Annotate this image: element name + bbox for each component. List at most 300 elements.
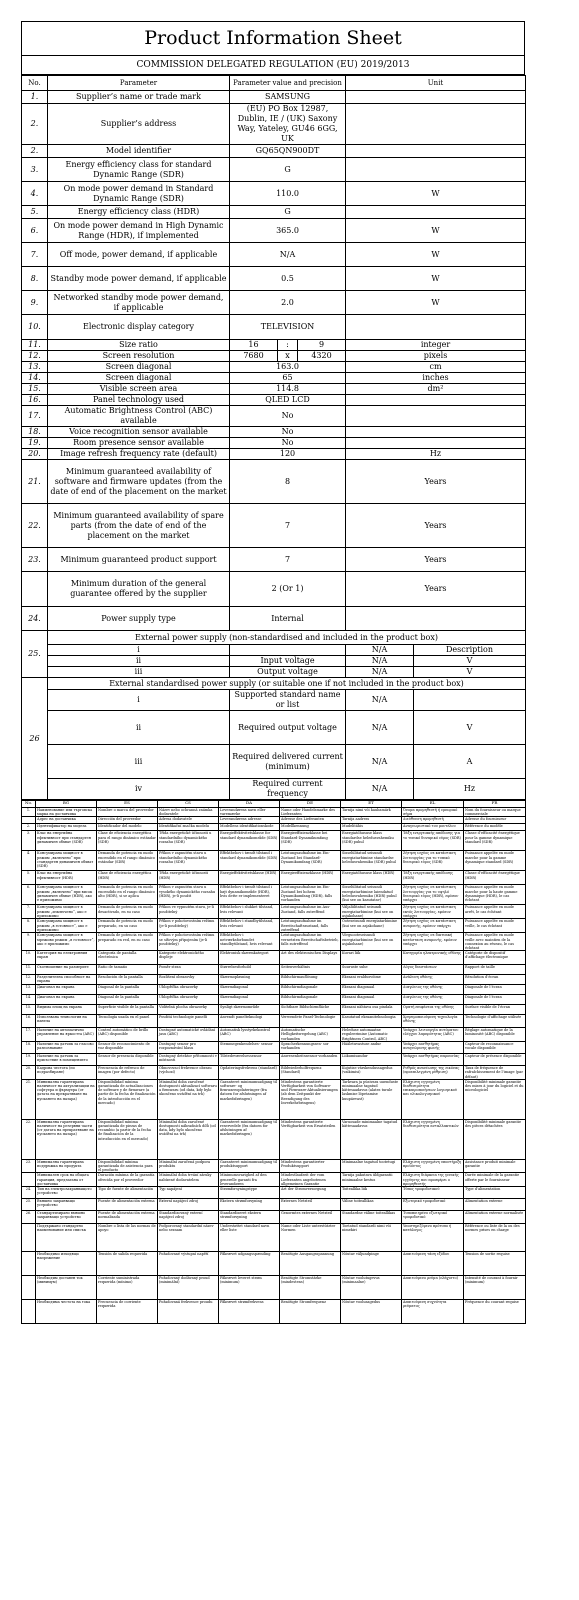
translation-cell: Obnovovací frekvence obrazu (výchozí) <box>158 1066 219 1080</box>
translation-cell: Třída energetické účinnosti (HDR) <box>158 871 219 885</box>
parameter-label: Voice recognition sensor available <box>48 427 230 438</box>
translation-cell: Genormtes externes Netzteil <box>280 1211 341 1224</box>
translation-cell: Минимален срок на общата гаранция, предлагана от доставчика <box>36 1173 97 1187</box>
value-part-a: 7680 <box>230 351 278 362</box>
sub-unit: V <box>414 667 526 678</box>
translation-cell: Påkrævet udgangsspænding <box>219 1252 280 1276</box>
translation-cell: Alimentation externe normalisée <box>464 1211 526 1224</box>
parameter-row <box>22 362 526 373</box>
translation-cell: Elektronisk skærmkategori <box>219 951 280 965</box>
row-number: 24. <box>22 607 48 631</box>
translation-cell: Външно захранващо устройство <box>36 1199 97 1211</box>
translation-cell: Puissance appelée en mode veille, le cas échéant <box>464 919 526 933</box>
translation-cell: Diagonale de l’écran <box>464 995 526 1005</box>
parameter-value: N/A <box>230 243 346 267</box>
parameter-value: 0.5 <box>230 267 346 291</box>
translation-cell: Необходима честота на тока <box>36 1300 97 1324</box>
translation-cell: Modellens identifikationskode <box>219 824 280 831</box>
translation-cell: Bildschirmauflösung <box>280 975 341 985</box>
translation-row <box>22 1054 526 1066</box>
translation-row <box>22 1276 526 1300</box>
translation-cell: Διαγώνιος της οθόνης <box>402 985 464 995</box>
language-header: DA <box>219 801 280 808</box>
sub-label: Input voltage <box>230 656 346 667</box>
translation-cell: Minimální doba trvání záruky nabízené dodavatelem <box>158 1173 219 1187</box>
row-number <box>22 817 36 824</box>
translation-cell: Energiatõhususe klass (HDR) <box>341 871 402 885</box>
language-header: FR <box>464 801 526 808</box>
sub-unit: Description <box>414 645 526 656</box>
translation-cell: Demanda de potencia en modo encendido en el rango dinámico estándar (SDR) <box>97 851 158 871</box>
translation-cell: Tipo de fuente de alimentación <box>97 1187 158 1199</box>
size-ratio-row <box>22 340 526 351</box>
translation-cell: Skærmdiagonal <box>219 995 280 1005</box>
translation-cell: Поддържано стандартно наименование или списък <box>36 1224 97 1252</box>
sub-value: N/A <box>346 711 414 745</box>
parameter-row <box>22 438 526 449</box>
translation-cell: Консумирана мощност в режим „в готовност“, ако е приложимо <box>36 919 97 933</box>
row-number: 22. <box>22 504 48 548</box>
header-no: No. <box>22 76 48 91</box>
translation-cell: Leistungsaufnahme im Ein-Zustand bei Standard-Dynamikumfang (SDR) <box>280 851 341 871</box>
row-number: 6. <box>22 885 36 905</box>
translation-cell: Clase de eficiencia energética (HDR) <box>97 871 158 885</box>
parameter-value: 7 <box>230 548 346 572</box>
translation-cell: Benötigte Stromstärke (mindestens) <box>280 1276 341 1300</box>
translation-cell: Adresse du fournisseur <box>464 817 526 824</box>
parameter-label: Visible screen area <box>48 384 230 395</box>
translation-cell: Verwendete Panel-Technologie <box>280 1015 341 1028</box>
translation-cell: Tarnija aadress <box>341 817 402 824</box>
translation-cell: Skærmdiagonal <box>219 985 280 995</box>
translation-cell: Υποστηριζόμενο πρότυπο ή κατάλογος <box>402 1224 464 1252</box>
translation-cell: Poměr stran <box>158 965 219 975</box>
translation-cell: Frecuencia de refresco de imagen (por defecto) <box>97 1066 158 1080</box>
parameter-row <box>22 548 526 572</box>
parameter-unit: W <box>346 182 526 206</box>
row-number: 8. <box>22 919 36 933</box>
translation-cell: Sichtbare Bildschirmfläche <box>280 1005 341 1015</box>
translation-cell: Úhlopříčka obrazovky <box>158 995 219 1005</box>
translation-cell: Diagonal de la pantalla <box>97 985 158 995</box>
parameter-row <box>22 243 526 267</box>
parameter-unit <box>346 158 526 182</box>
translation-row <box>22 951 526 965</box>
translation-cell: Ζήτηση ισχύος σε κατάσταση λειτουργίας για το υψηλό δυναμικό εύρος (HDR), εφόσον υπάρχει <box>402 885 464 905</box>
parameter-label: Screen diagonal <box>48 373 230 384</box>
translation-cell: Effektbehov i standbytilstand, hvis relevant <box>219 919 280 933</box>
main-parameter-table <box>21 75 526 800</box>
row-number: 5. <box>22 206 48 219</box>
translation-cell: Ekraani diagonaal <box>341 985 402 995</box>
translation-cell: Απαιτούμενη τάση εξόδου <box>402 1252 464 1276</box>
translation-cell: Référence du modèle <box>464 824 526 831</box>
translation-cell: Tension de sortie requise <box>464 1252 526 1276</box>
translation-cell: Durée minimale de la garantie offerte par le fournisseur <box>464 1173 526 1187</box>
translation-cell: Väline toiteallikas <box>341 1199 402 1211</box>
sub-value: N/A <box>346 745 414 779</box>
parameter-label: Screen resolution <box>48 351 230 362</box>
external-psu-title: External power supply (non-standardised and included in the product box) <box>48 631 526 645</box>
row-number: 2. <box>22 824 36 831</box>
parameter-value: SAMSUNG <box>230 91 346 104</box>
translation-row <box>22 985 526 995</box>
external-psu-row <box>22 656 526 667</box>
translation-cell: Opdateringsfrekvens (standard) <box>219 1066 280 1080</box>
translation-cell: Ελάχιστη εγγυημένη υποστήριξη προϊόντος <box>402 1159 464 1173</box>
row-number: 6. <box>22 219 48 243</box>
parameter-value: 365.0 <box>230 219 346 243</box>
parameter-row <box>22 384 526 395</box>
parameter-label: On mode power demand in High Dynamic Range (HDR), if implemented <box>48 219 230 243</box>
row-number: 9. <box>22 291 48 315</box>
value-separator: : <box>278 340 298 351</box>
value-part-b: 4320 <box>298 351 346 362</box>
translation-cell: Art der Stromversorgung <box>280 1187 341 1199</box>
parameter-row <box>22 373 526 384</box>
translation-cell: Alimentation externe <box>464 1199 526 1211</box>
translation-cell: Strømforsyningstype <box>219 1187 280 1199</box>
translation-cell: Τυποποιημένο εξωτερικό τροφοδοτικό <box>402 1211 464 1224</box>
translation-cell: Suuruste suhe <box>341 965 402 975</box>
translation-cell: Необходим доставен ток (минимум) <box>36 1276 97 1300</box>
translation-cell: Duración mínima de la garantía ofrecida por el proveedor <box>97 1173 158 1187</box>
translation-row <box>22 965 526 975</box>
translation-cell: Ooteseisundi energiatarbimine (kui see on asjakohane) <box>341 919 402 933</box>
translation-cell: Fréquence du courant requise <box>464 1300 526 1324</box>
sub-index: iii <box>48 745 230 779</box>
parameter-value: No <box>230 427 346 438</box>
translation-row <box>22 1211 526 1224</box>
row-number: 15. <box>22 1005 36 1015</box>
translation-cell: Τάξη ενεργειακής απόδοσης για το τυπικό δυναμικό εύρος (SDR) <box>402 831 464 851</box>
translation-cell: Disponibilidad mínima garantizada de asistencia para el producto <box>97 1159 158 1173</box>
translation-cell: Stemmegenkendelses- sensor <box>219 1042 280 1054</box>
translation-cell: Bildwiederholfrequenz (Standard) <box>280 1066 341 1080</box>
translation-cell: Réglage automatique de la luminosité (ABC) disponible <box>464 1028 526 1042</box>
translation-cell: Τύπος τροφοδοτικού <box>402 1187 464 1199</box>
translation-row <box>22 1252 526 1276</box>
row-number: 1. <box>22 91 48 104</box>
translation-row <box>22 1300 526 1324</box>
row-number: 18. <box>22 427 48 438</box>
parameter-unit <box>346 607 526 631</box>
translation-cell: Απαιτούμενη συχνότητα ρεύματος <box>402 1300 464 1324</box>
translation-cell: Минимална гарантирана наличност на резервни части (от датата на прекратяване на пускането на пазара) <box>36 1119 97 1159</box>
translation-cell: Påkrævet leveret strøm (minimum) <box>219 1276 280 1300</box>
translation-cell: Nõutav voolutugevus (minimaalne) <box>341 1276 402 1300</box>
parameter-unit <box>346 104 526 145</box>
translation-cell: Leistungsaufnahme im Ein-Zustand bei hohem Dynamikumfang (HDR), falls vorhanden <box>280 885 341 905</box>
translation-row <box>22 851 526 871</box>
row-number: 20. <box>22 449 48 460</box>
row-number: 14. <box>22 373 48 384</box>
translation-cell: Съотношение на размерите <box>36 965 97 975</box>
value-part-a: 16 <box>230 340 278 351</box>
parameter-row <box>22 395 526 406</box>
parameter-label: Supplier’s address <box>48 104 230 145</box>
translation-cell: Tarkvara ja püsivara uuenduste minimaalne tagatud kättesaadavus (alates turule laskmise lõpetamise kuupäevast) <box>341 1079 402 1119</box>
sub-index: i <box>48 690 230 711</box>
translation-cell: Požadovaný dodávaný proud (minimální) <box>158 1276 219 1300</box>
translation-cell: Ορατή επιφάνεια της οθόνης <box>402 1005 464 1015</box>
sub-unit: Hz <box>414 779 526 800</box>
translation-cell: Garanteret minimumsadgang til reservedele (fra datoen for afslutningen af markedsføringen) <box>219 1119 280 1159</box>
sub-label <box>230 645 346 656</box>
row-number: 7. <box>22 905 36 919</box>
row-number: 3. <box>22 831 36 851</box>
translation-cell: Ekraani nähtava osa pindala <box>341 1005 402 1015</box>
translation-cell: Наименование или търговска марка на доставчика <box>36 808 97 817</box>
translation-cell: Ελάχιστη διάρκεια της γενικής εγγύησης που προσφέρει ο προμηθευτής <box>402 1173 464 1187</box>
sub-value: N/A <box>346 667 414 678</box>
row-number <box>22 1276 36 1300</box>
translation-cell: Minimální doba zaručené dostupnosti náhradních dílů (od data, kdy bylo ukončeno uvádění na trh) <box>158 1119 219 1159</box>
translation-cell: Categoría de pantalla electrónica <box>97 951 158 965</box>
translation-cell: Kategorie elektronického displeje <box>158 951 219 965</box>
parameter-row <box>22 219 526 243</box>
translation-cell: Разделителна способност на екрана <box>36 975 97 985</box>
row-number <box>22 1173 36 1187</box>
product-information-sheet <box>21 21 525 1324</box>
translation-row <box>22 995 526 1005</box>
translation-row <box>22 824 526 831</box>
translation-cell: Võrguooteseisundi energiatarbimine (kui see on asjakohane) <box>341 933 402 951</box>
translation-cell: Sisselülitatud seisundi energiatarbimine standardse heledusvahemiku (SDR) puhul <box>341 851 402 871</box>
parameter-row <box>22 91 526 104</box>
parameter-row <box>22 158 526 182</box>
sub-index: i <box>48 645 230 656</box>
translation-cell: Väljalülitatud seisundi energiatarbimine (kui see on asjakohane) <box>341 905 402 919</box>
parameter-row <box>22 427 526 438</box>
row-number: 9. <box>22 933 36 951</box>
translation-cell: Категория на електронния екран <box>36 951 97 965</box>
translation-cell: Anwesenheitssensor vorhanden <box>280 1054 341 1066</box>
translation-cell: Наличие на автоматично управление на яркостта (ABC) <box>36 1028 97 1042</box>
parameter-label: Image refresh frequency rate (default) <box>48 449 230 460</box>
parameter-label: Minimum guaranteed product support <box>48 548 230 572</box>
translation-cell: Rozlišení obrazovky <box>158 975 219 985</box>
translation-cell: Puissance appelée en mode veille avec maintien de la connexion au réseau, le cas échéant <box>464 933 526 951</box>
parameter-unit: dm² <box>346 384 526 395</box>
translation-cell: Leistungsaufnahme im Aus-Zustand, falls zutreffend <box>280 905 341 919</box>
row-number: 18. <box>22 1042 36 1054</box>
translation-cell: Diagonale de l’écran <box>464 985 526 995</box>
translation-cell: Tecnología usada en el panel <box>97 1015 158 1028</box>
translation-cell: Dostupný senzor pro rozpoznávání hlasu <box>158 1042 219 1054</box>
parameter-unit <box>346 438 526 449</box>
translation-cell: Demanda de potencia en modo desactivado, en su caso <box>97 905 158 919</box>
translation-cell: Διαγώνιος της οθόνης <box>402 995 464 1005</box>
translation-cell: Energiatõhususe klass standardse heledusvahemiku (SDR) puhul <box>341 831 402 851</box>
translation-cell: Leistungsaufnahme im Bereitschaftszustand, falls zutreffend <box>280 919 341 933</box>
parameter-label: Networked standby mode power demand, if applicable <box>48 291 230 315</box>
translation-cell: Tilstedeværelsessensor <box>219 1054 280 1066</box>
translation-cell: Energieffektivitetsklasse (HDR) <box>219 871 280 885</box>
parameter-unit <box>346 145 526 158</box>
translation-cell: Energieffektivitetsklasse for standard dynamikområde (SDR) <box>219 831 280 851</box>
language-header: ET <box>341 801 402 808</box>
standard-psu-row <box>22 690 526 711</box>
translation-cell: Catégorie de dispositif d’affichage électronique <box>464 951 526 965</box>
parameter-label: Room presence sensor available <box>48 438 230 449</box>
parameter-value: GQ65QN900DT <box>230 145 346 158</box>
parameter-label: Electronic display category <box>48 315 230 340</box>
translation-cell: Capteur de présence disponible <box>464 1054 526 1066</box>
parameter-label: Minimum guaranteed availability of spare parts (from the date of end of the placement on the market <box>48 504 230 548</box>
language-header: ES <box>97 801 158 808</box>
translation-cell: Adresse des Lieferanten <box>280 817 341 824</box>
standard-psu-row <box>22 779 526 800</box>
translation-cell: Fuente de alimentación externa <box>97 1199 158 1211</box>
translation-cell: Ζήτηση ισχύος σε κατάσταση εκτός λειτουργίας, εφόσον υπάρχει <box>402 905 464 919</box>
row-number: 17. <box>22 406 48 427</box>
translation-cell: Toiteallika liik <box>341 1187 402 1199</box>
translation-cell: Идентификатор на модела <box>36 824 97 831</box>
parameter-row <box>22 449 526 460</box>
row-number: 22. <box>22 1119 36 1159</box>
translation-cell: Ζήτηση ισχύος σε κατάσταση αναμονής, εφόσον υπάρχει <box>402 919 464 933</box>
row-number: 11. <box>22 965 36 975</box>
translation-cell: Příkon v pohotovostním režimu (je-li použitelný) <box>158 919 219 933</box>
translation-cell: Anvendt panelteknologi <box>219 1015 280 1028</box>
sub-value: N/A <box>346 690 414 711</box>
row-number: 2. <box>22 104 48 145</box>
row-number: 21. <box>22 460 48 504</box>
translation-cell: Консумирана мощност в мрежови режим „в готовност“, ако е приложимо <box>36 933 97 951</box>
row-number: 12. <box>22 351 48 362</box>
sub-index: iii <box>48 667 230 678</box>
language-header: No. <box>22 801 36 808</box>
translation-row <box>22 817 526 824</box>
parameter-unit: pixels <box>346 351 526 362</box>
translation-cell: Mudelitähis <box>341 824 402 831</box>
translation-row <box>22 1015 526 1028</box>
parameter-label: On mode power demand in Standard Dynamic Range (SDR) <box>48 182 230 206</box>
parameter-value: 120 <box>230 449 346 460</box>
translation-cell: Εξωτερικό τροφοδοτικό <box>402 1199 464 1211</box>
translation-cell: Požadované výstupní napětí <box>158 1252 219 1276</box>
translation-row <box>22 1173 526 1187</box>
translation-cell: Nõutav voolusagedus <box>341 1300 402 1324</box>
translation-cell: Příkon v zapnutém stavu u standardního dynamického rozsahu (SDR) <box>158 851 219 871</box>
translation-row <box>22 1159 526 1173</box>
row-number <box>22 1224 36 1252</box>
translation-cell: Spracherkennungssen- sor vorhanden <box>280 1042 341 1054</box>
translation-cell: Използвана технология на панела <box>36 1015 97 1028</box>
translation-cell: Fuente de alimentación externa normalizada <box>97 1211 158 1224</box>
translation-cell: Leverandørens adresse <box>219 817 280 824</box>
translation-cell: Třída energetické účinnosti u standardního dynamického rozsahu (SDR) <box>158 831 219 851</box>
language-header: EL <box>402 801 464 808</box>
parameter-unit: inches <box>346 373 526 384</box>
parameter-unit: Years <box>346 572 526 607</box>
parameter-value: 65 <box>230 373 346 384</box>
standard-psu-row <box>22 711 526 745</box>
parameter-label: Off mode, power demand, if applicable <box>48 243 230 267</box>
translation-cell: Ελάχιστη εγγυημένη διαθεσιμότητα επικαιροποιήσεων λογισμικού και υλικολογισμικού <box>402 1079 464 1119</box>
row-number: 10. <box>22 315 48 340</box>
translation-cell: Externí napájecí zdroj <box>158 1199 219 1211</box>
translations-table <box>21 800 526 1324</box>
translation-cell: Diagonal de la pantalla <box>97 995 158 1005</box>
translation-cell: Modellkennung <box>280 824 341 831</box>
translation-cell: Požadovaná frekvence proudu <box>158 1300 219 1324</box>
translation-cell: Mindestens garantierter Produktsupport <box>280 1159 341 1173</box>
parameter-unit <box>346 406 526 427</box>
translation-cell: Surface visible de l’écran <box>464 1005 526 1015</box>
translation-row <box>22 885 526 905</box>
translation-cell: Type d’alimentation <box>464 1187 526 1199</box>
translation-row <box>22 1187 526 1199</box>
translation-cell: Seitenverhältnis <box>280 965 341 975</box>
language-header: CS <box>158 801 219 808</box>
row-number: 16. <box>22 1015 36 1028</box>
row-number: 11. <box>22 340 48 351</box>
translation-cell: Skærmopløsning <box>219 975 280 985</box>
translation-cell: Ελάχιστη εγγυημένη διαθεσιμότητα ανταλλακτικών <box>402 1119 464 1159</box>
translation-cell: Nõutav väljundpinge <box>341 1252 402 1276</box>
parameter-unit: W <box>346 243 526 267</box>
translation-row <box>22 1224 526 1252</box>
translation-cell: Podporovaný standardní název nebo seznam <box>158 1224 219 1252</box>
translation-cell: Диагонал на екрана <box>36 985 97 995</box>
external-psu-row <box>22 645 526 656</box>
parameter-row <box>22 315 526 340</box>
sub-value: N/A <box>346 656 414 667</box>
row-number: 13. <box>22 362 48 373</box>
translation-cell: Name oder Handelsmarke des Lieferanten <box>280 808 341 817</box>
sub-value: N/A <box>346 779 414 800</box>
parameter-value: 2.0 <box>230 291 346 315</box>
translation-cell: Αναγνωριστικό του μοντέλου <box>402 824 464 831</box>
sub-unit <box>414 690 526 711</box>
row-number: 16. <box>22 395 48 406</box>
translation-cell: Χρησιμοποιούμενη τεχνολογία οθόνης <box>402 1015 464 1028</box>
language-header: DE <box>280 801 341 808</box>
sub-label: Output voltage <box>230 667 346 678</box>
translation-cell: Sensor de reconocimiento de voz disponible <box>97 1042 158 1054</box>
translation-row <box>22 1119 526 1159</box>
translation-cell: Garanteret minimumsadgang til produktsupport <box>219 1159 280 1173</box>
row-number: 21. <box>22 1079 36 1119</box>
translation-row <box>22 975 526 985</box>
row-number: 4. <box>22 851 36 871</box>
translation-cell: Стандартизирано външно захранващо устройство <box>36 1211 97 1224</box>
translation-cell: Tensión de salida requerida <box>97 1252 158 1276</box>
row-number: 19. <box>22 1054 36 1066</box>
translation-cell: Минимална гарантирана наличност на актуализации на софтуера и фърмуера (от датата на прекратяване на пускането на пазара) <box>36 1079 97 1119</box>
translation-cell: Minimaalne tagatud tootetugi <box>341 1159 402 1173</box>
translation-cell: Standardizovaný externí napájecí zdroj <box>158 1211 219 1224</box>
parameter-label: Supplier’s name or trade mark <box>48 91 230 104</box>
translation-cell: Наличие на датчик за присъствие в помещението <box>36 1054 97 1066</box>
row-number: 12. <box>22 975 36 985</box>
translation-cell: Kuvari liik <box>341 951 402 965</box>
parameter-label: Size ratio <box>48 340 230 351</box>
parameter-value: 114.8 <box>230 384 346 395</box>
translation-cell: Puissance appelée en mode marche pour la gamme dynamique standard (SDR) <box>464 851 526 871</box>
translation-cell: Клас на енергийна ефективност (HDR) <box>36 871 97 885</box>
sub-index: ii <box>48 711 230 745</box>
translation-row <box>22 1005 526 1015</box>
translation-cell: Nombre o marca del proveedor <box>97 808 158 817</box>
translation-cell: Консумирана мощност в режим „включено“ при висок динамичен обхват (HDR), ако е приложимо <box>36 885 97 905</box>
translation-cell: Použitá technologie panelů <box>158 1015 219 1028</box>
parameter-unit: W <box>346 267 526 291</box>
translation-row <box>22 831 526 851</box>
translation-cell: Dostupný detektor přítomnosti v místnosti <box>158 1054 219 1066</box>
